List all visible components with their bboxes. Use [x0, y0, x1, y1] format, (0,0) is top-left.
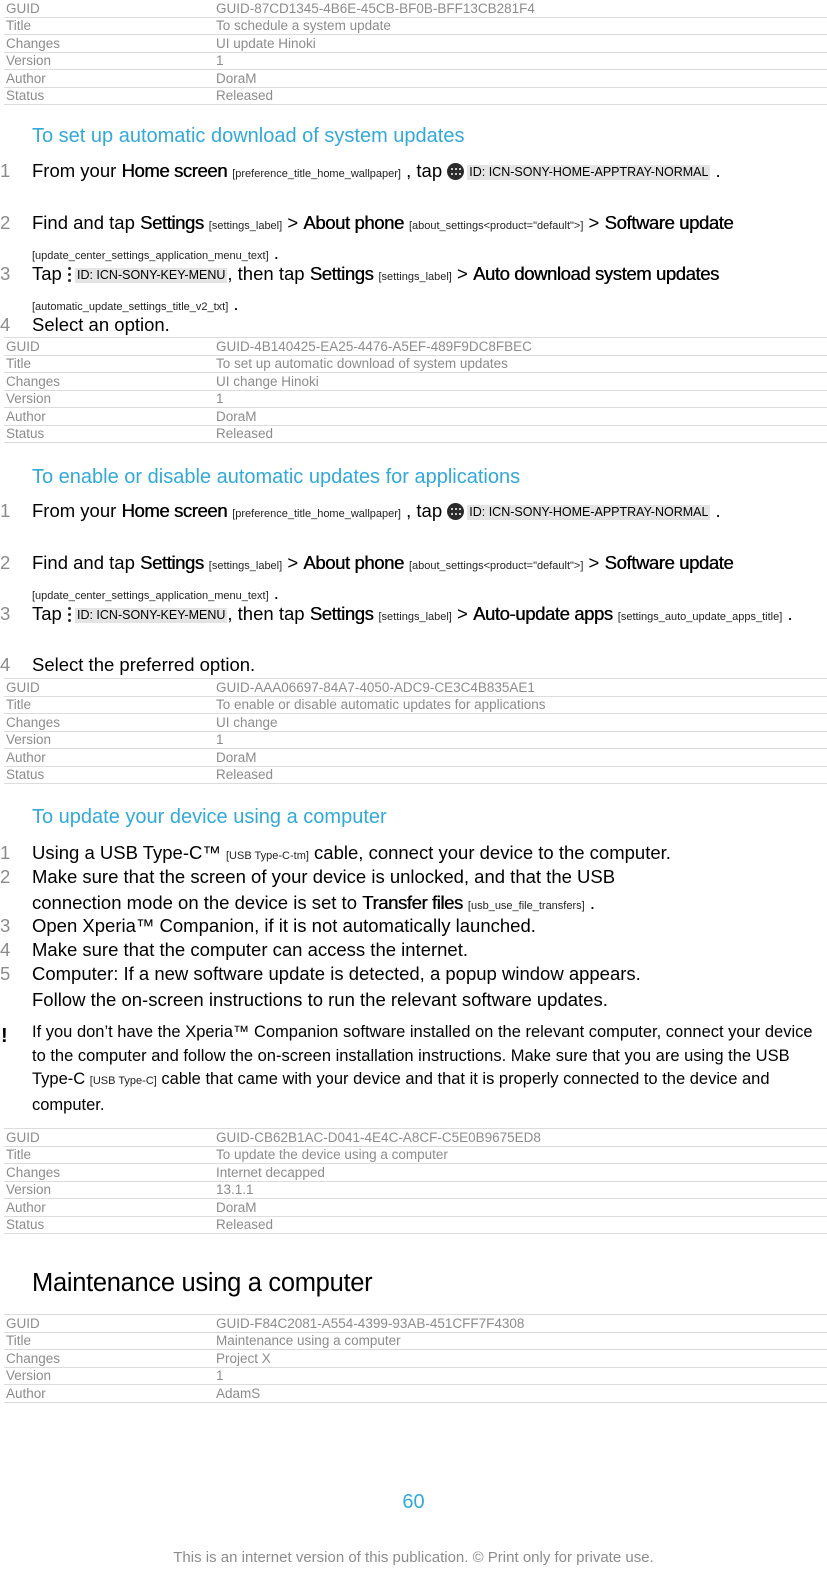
table-row: Changes Internet decapped [4, 1164, 827, 1182]
icon-id-tag: ID: ICN-SONY-HOME-APPTRAY-NORMAL [469, 165, 709, 179]
table-row: Author AdamS [4, 1385, 827, 1403]
menu-icon [67, 605, 72, 624]
section-heading: To set up automatic download of system updates [32, 125, 465, 147]
resource-id: [about_settings<product="default">] [408, 560, 584, 572]
step-text: Find and tap Settings [settings_label] > About phone [about_settings<product="default">] > Software update [update_center_settings_application_menu_text] . [32, 212, 734, 263]
step-number: 2 [0, 552, 11, 573]
table-row: Version 13.1.1 [4, 1181, 827, 1199]
step-text: Tap ID: ICN-SONY-KEY-MENU , then tap Settings [settings_label] > Auto-update apps [settings_auto_update_apps_title] . [32, 603, 793, 624]
table-row: Status Released [4, 1216, 827, 1234]
step-text: Using a USB Type-C™ [USB Type-C-tm] cable, connect your device to the computer. [32, 842, 671, 863]
step-text: Make sure that the computer can access the internet. [32, 939, 469, 960]
software-update-label: Software update [604, 552, 734, 573]
settings-label: Settings [309, 603, 374, 624]
step-number: 3 [0, 603, 11, 624]
resource-id: [about_settings<product="default">] [408, 220, 584, 232]
transfer-files-label: Transfer files [362, 891, 463, 913]
metadata-table [4, 1314, 827, 1403]
table-row: Status Released [4, 425, 827, 443]
table-row: Changes UI change Hinoki [4, 373, 827, 391]
step-text: Make sure that the screen of your device is unlocked, and that the USB connection mode on the device is set to Transfer files [usb_use_file_transfers] . [32, 866, 616, 913]
metadata-table [4, 337, 827, 443]
table-row: Changes UI change [4, 714, 827, 732]
table-row: Author DoraM [4, 408, 827, 426]
step-number: 1 [0, 500, 11, 521]
auto-download-label: Auto download system updates [472, 263, 719, 284]
chapter-heading: Maintenance using a computer [32, 1269, 373, 1297]
table-row: Version 1 [4, 1367, 827, 1385]
settings-label: Settings [140, 552, 204, 573]
table-row: Title Maintenance using a computer [4, 1332, 827, 1350]
software-update-label: Software update [604, 212, 734, 233]
icon-id-tag: ID: ICN-SONY-KEY-MENU [76, 608, 226, 622]
table-row: GUID GUID-AAA06697-84A7-4050-ADC9-CE3C4B835AE1 [4, 679, 827, 697]
table-row: GUID GUID-4B140425-EA25-4476-A5EF-489F9DC8FBEC [4, 338, 827, 356]
table-row: Author DoraM [4, 1199, 827, 1217]
app-tray-icon [447, 163, 464, 180]
step-number: 2 [0, 212, 11, 233]
section-heading: To update your device using a computer [32, 806, 387, 828]
resource-id: [settings_label] [208, 560, 283, 572]
step-text: Computer: If a new software update is detected, a popup window appears. Follow the on-screen instructions to run the relevant software updates. [32, 963, 641, 1010]
icon-id-tag: ID: ICN-SONY-HOME-APPTRAY-NORMAL [469, 505, 709, 519]
resource-id: [settings_auto_update_apps_title] [617, 611, 783, 623]
step-number: 1 [0, 160, 11, 181]
table-row: Author DoraM [4, 70, 827, 88]
resource-id: [preference_title_home_wallpaper] [232, 168, 401, 180]
step-text: Tap ID: ICN-SONY-KEY-MENU , then tap Settings [settings_label] > Auto download system updates [automatic_update_settings_title_v2_txt] . [32, 263, 719, 314]
home-screen-label: Home screen [121, 160, 228, 181]
resource-id: [preference_title_home_wallpaper] [232, 508, 401, 520]
metadata-table [4, 678, 827, 784]
settings-label: Settings [140, 212, 204, 233]
resource-id: [settings_label] [208, 220, 283, 232]
table-row: GUID GUID-87CD1345-4B6E-45CB-BF0B-BFF13CB281F4 [4, 0, 827, 17]
table-row: Version 1 [4, 390, 827, 408]
footer-text: This is an internet version of this publication. © Print only for private use. [173, 1549, 654, 1566]
resource-id: [usb_use_file_transfers] [467, 899, 585, 912]
resource-id: [USB Type-C] [89, 1075, 157, 1087]
resource-id: [update_center_settings_application_menu_text] [32, 589, 269, 602]
metadata-table [4, 0, 827, 105]
table-row: Version 1 [4, 731, 827, 749]
step-text: Find and tap Settings [settings_label] > About phone [about_settings<product="default">] > Software update [update_center_settings_application_menu_text] . [32, 552, 734, 603]
step-number: 1 [0, 842, 11, 863]
table-row: Status Released [4, 766, 827, 784]
auto-update-apps-label: Auto-update apps [472, 603, 613, 624]
table-row: Title To schedule a system update [4, 17, 827, 35]
table-row: Changes Project X [4, 1350, 827, 1368]
table-row: Status Released [4, 87, 827, 105]
table-row: Version 1 [4, 52, 827, 70]
table-row: GUID GUID-F84C2081-A554-4399-93AB-451CFF7F4308 [4, 1315, 827, 1333]
app-tray-icon [447, 503, 464, 520]
metadata-table [4, 1128, 827, 1234]
step-number: 4 [0, 314, 11, 335]
step-text: Select the preferred option. [32, 654, 256, 675]
step-number: 3 [0, 915, 11, 936]
resource-id: [USB Type-C-tm] [225, 850, 309, 862]
table-row: Title To enable or disable automatic updates for applications [4, 696, 827, 714]
home-screen-label: Home screen [121, 500, 228, 521]
section-heading: To enable or disable automatic updates for applications [32, 466, 521, 488]
resource-id: [update_center_settings_application_menu_text] [32, 249, 269, 262]
step-text: From your Home screen [preference_title_home_wallpaper] , tap ID: ICN-SONY-HOME-APPTRAY-NORMAL . [32, 500, 721, 521]
step-text: Select an option. [32, 314, 170, 335]
step-number: 5 [0, 963, 11, 984]
resource-id: [automatic_update_settings_title_v2_txt] [32, 300, 229, 313]
step-number: 3 [0, 263, 11, 284]
warning-icon: ! [1, 1025, 8, 1047]
step-text: From your Home screen [preference_title_home_wallpaper] , tap ID: ICN-SONY-HOME-APPTRAY-NORMAL . [32, 160, 721, 181]
about-phone-label: About phone [303, 212, 404, 233]
icon-id-tag: ID: ICN-SONY-KEY-MENU [76, 268, 226, 282]
menu-icon [67, 265, 72, 284]
table-row: Author DoraM [4, 749, 827, 767]
step-number: 4 [0, 939, 11, 960]
resource-id: [settings_label] [378, 611, 452, 623]
step-text: Open Xperia™ Companion, if it is not automatically launched. [32, 915, 536, 936]
table-row: Changes UI update Hinoki [4, 35, 827, 53]
table-row: GUID GUID-CB62B1AC-D041-4E4C-A8CF-C5E0B9675ED8 [4, 1129, 827, 1147]
resource-id: [settings_label] [378, 271, 452, 283]
step-number: 4 [0, 654, 11, 675]
settings-label: Settings [309, 263, 374, 284]
note-text: If you don’t have the Xperia™ Companion software installed on the relevant computer, connect your device to the computer and follow the on-screen installation instructions. Make sure that you are using the USB Type-C [USB Type-C] cable that came with your device and that it is properly connected to the device and computer. [32, 1023, 813, 1114]
about-phone-label: About phone [303, 552, 404, 573]
step-number: 2 [0, 866, 11, 887]
table-row: Title To set up automatic download of system updates [4, 355, 827, 373]
table-row: Title To update the device using a computer [4, 1146, 827, 1164]
page-number: 60 [402, 1491, 425, 1513]
